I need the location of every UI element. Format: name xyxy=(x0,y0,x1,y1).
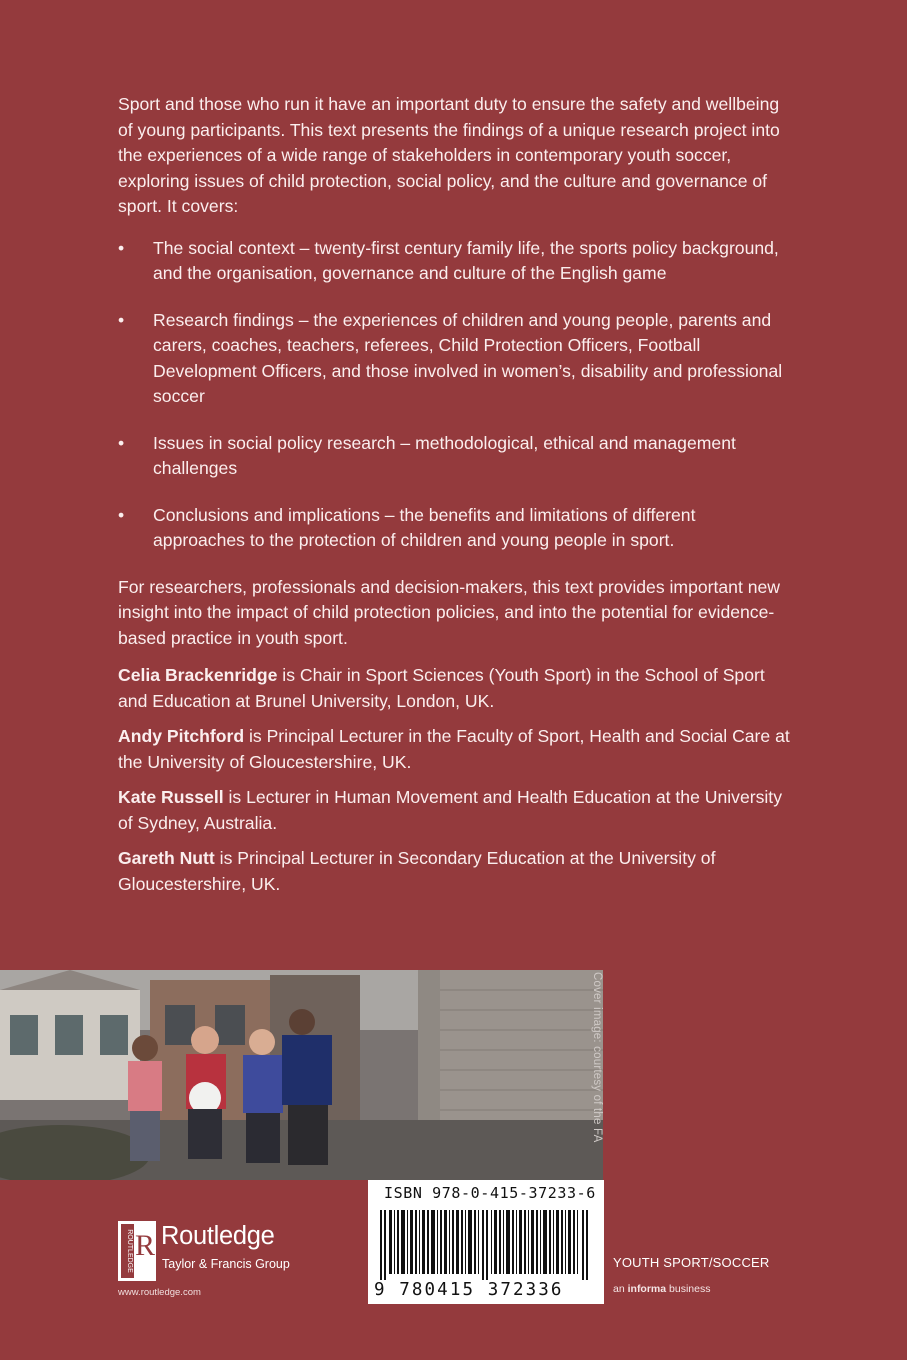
bullet-icon: • xyxy=(118,237,125,258)
author-bio xyxy=(118,724,790,775)
bullet-list xyxy=(118,236,790,554)
bullet-text: Conclusions and implications – the benefits and limitations of different approaches to the protection of children and young people in sport. xyxy=(153,504,696,550)
logo-letter: R xyxy=(134,1229,156,1262)
bullet-icon: • xyxy=(118,504,125,525)
author-description: is Chair in Sport Sciences (Youth Sport) in the School of Sport and Education at Brunel University, London, UK. xyxy=(118,665,765,711)
subject-category: YOUTH SPORT/SOCCER xyxy=(613,1255,770,1270)
publisher-group: Taylor & Francis Group xyxy=(162,1257,290,1271)
author-bio xyxy=(118,846,790,897)
photo-credit: Cover image: courtesy of the FA xyxy=(591,972,603,1143)
author-name: Celia Brackenridge xyxy=(118,665,278,685)
routledge-logo-icon xyxy=(118,1221,156,1281)
list-item xyxy=(118,308,790,410)
publisher-logo xyxy=(118,1221,318,1281)
back-cover-text xyxy=(118,92,790,907)
intro-paragraph: Sport and those who run it have an important duty to ensure the safety and wellbeing of young participants. This text presents the findings of a unique research project into the experiences of a wide range of stakeholders in contemporary youth soccer, exploring issues of child protection, social policy, and the culture and governance of sport. It covers: xyxy=(118,94,780,216)
photo-illustration xyxy=(0,970,603,1180)
barcode-icon xyxy=(378,1210,594,1280)
isbn-barcode xyxy=(368,1180,604,1304)
publisher-website: www.routledge.com xyxy=(118,1287,201,1298)
author-name: Andy Pitchford xyxy=(118,726,245,746)
author-description: is Principal Lecturer in Secondary Education at the University of Gloucestershire, UK. xyxy=(118,848,716,894)
informa-suffix: business xyxy=(666,1283,711,1295)
author-name: Kate Russell xyxy=(118,787,224,807)
bullet-text: The social context – twenty-first century family life, the sports policy background, and the organisation, governance and culture of the English game xyxy=(153,237,779,283)
informa-brand: informa xyxy=(627,1283,667,1295)
list-item xyxy=(118,503,790,554)
logo-vertical-text: ROUTLEDGE xyxy=(126,1229,133,1273)
barcode-number: 9 780415 372336 xyxy=(374,1280,564,1300)
bullet-text: Research findings – the experiences of children and young people, parents and carers, coaches, teachers, referees, Child Protection Officers, Football Development Officers, and those involved in women’s, disability and professional soccer xyxy=(153,309,783,406)
isbn-label: ISBN 978-0-415-37233-6 xyxy=(384,1184,596,1202)
closing-paragraph: For researchers, professionals and decision-makers, this text provides important new insight into the impact of child protection policies, and into the potential for evidence-based practice in youth sport. xyxy=(118,576,781,648)
list-item xyxy=(118,236,790,287)
cover-photo xyxy=(0,970,603,1180)
author-bio xyxy=(118,663,790,714)
informa-tagline xyxy=(613,1283,710,1295)
bullet-text: Issues in social policy research – methodological, ethical and management challenges xyxy=(153,432,736,478)
publisher-name: Routledge xyxy=(161,1222,275,1250)
author-description: is Lecturer in Human Movement and Health Education at the University of Sydney, Australia. xyxy=(118,787,782,833)
author-description: is Principal Lecturer in the Faculty of Sport, Health and Social Care at the University of Gloucestershire, UK. xyxy=(118,726,790,772)
author-name: Gareth Nutt xyxy=(118,848,215,868)
list-item xyxy=(118,431,790,482)
bullet-icon: • xyxy=(118,309,125,330)
informa-prefix: an xyxy=(613,1283,628,1295)
author-bio xyxy=(118,785,790,836)
bullet-icon: • xyxy=(118,432,125,453)
